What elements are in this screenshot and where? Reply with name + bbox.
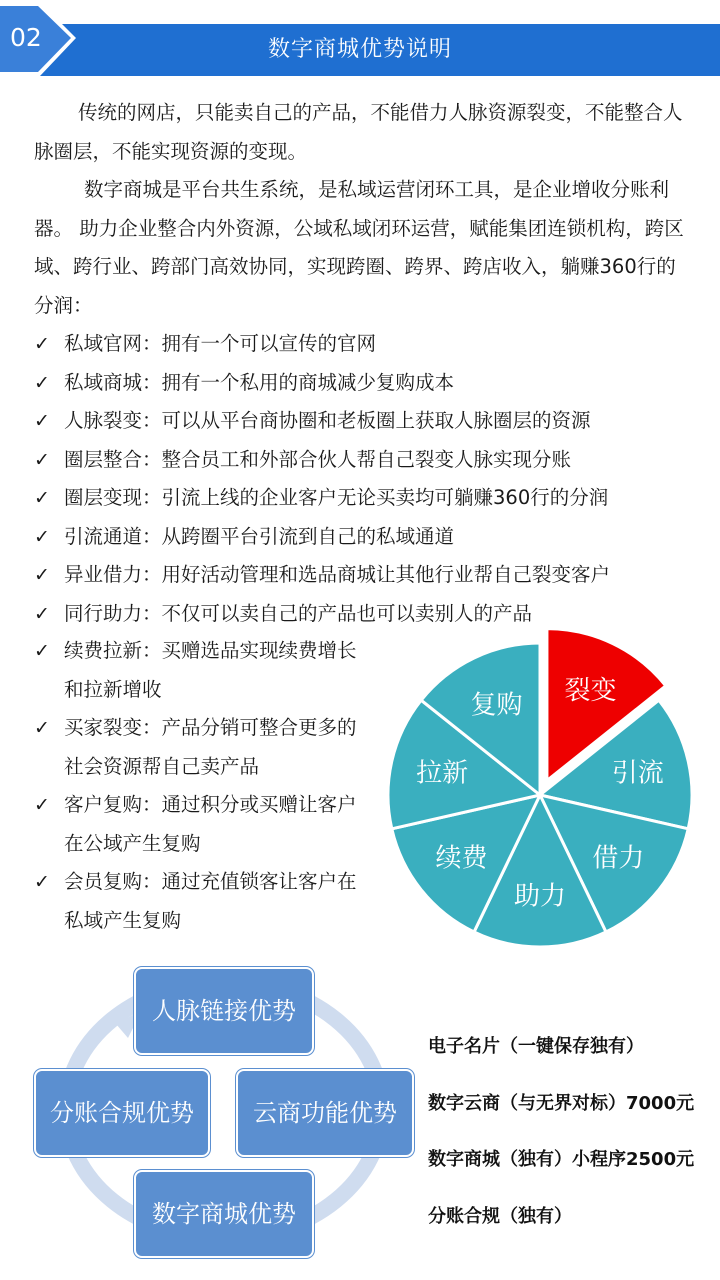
list-item [34, 863, 369, 940]
list-item-text: 私域商城：拥有一个私用的商城减少复购成本 [64, 370, 455, 394]
list-item [34, 632, 369, 709]
section-number: 02 [10, 23, 42, 52]
section-badge [0, 2, 78, 76]
list-item-text: 续费拉新：买赠选品实现续费增长和拉新增收 [64, 639, 357, 701]
check-icon: ✓ [34, 525, 50, 548]
list-item-text: 同行助力：不仅可以卖自己的产品也可以卖别人的产品 [64, 601, 533, 625]
list-item-text: 会员复购：通过充值锁客让客户在私域产生复购 [64, 870, 357, 932]
pie-slice-label: 拉新 [416, 758, 469, 789]
list-item [34, 325, 694, 364]
intro-paragraph-1: 传统的网店，只能卖自己的产品，不能借力人脉资源裂变，不能整合人脉圈层，不能实现资源的变现。 [34, 101, 683, 163]
page-title: 数字商城优势说明 [267, 37, 452, 62]
check-icon: ✓ [34, 717, 50, 739]
list-item [34, 364, 694, 403]
check-icon: ✓ [34, 794, 50, 816]
feature-note: 电子名片（一键保存独有） [428, 1036, 644, 1057]
pie-slice-label: 借力 [592, 843, 645, 874]
check-icon: ✓ [34, 371, 50, 394]
cycle-box-yunshang: 云商功能优势 [236, 1069, 414, 1157]
list-item-text: 人脉裂变：可以从平台商协圈和老板圈上获取人脉圈层的资源 [64, 409, 591, 432]
list-item [34, 786, 369, 863]
list-item-text: 圈层整合：整合员工和外部合伙人帮自己裂变人脉实现分账 [64, 447, 572, 471]
pie-slice-label: 助力 [513, 881, 567, 912]
advantage-checklist [34, 325, 694, 633]
feature-note: 数字商城（独有）小程序2500元 [428, 1149, 695, 1170]
cycle-box-renmai: 人脉链接优势 [134, 967, 314, 1055]
pie-slice-label: 引流 [611, 758, 664, 789]
list-item [34, 441, 694, 480]
check-icon: ✓ [34, 487, 50, 509]
check-icon: ✓ [34, 640, 50, 662]
pie-slice-label: 裂变 [564, 676, 617, 707]
check-icon: ✓ [34, 410, 50, 432]
list-item-text: 买家裂变：产品分销可整合更多的社会资源帮自己卖产品 [64, 716, 357, 778]
pie-chart [380, 620, 710, 965]
cycle-box-shuzi: 数字商城优势 [134, 1170, 314, 1258]
cycle-box-fenzhang: 分账合规优势 [34, 1069, 210, 1157]
check-icon: ✓ [34, 602, 50, 625]
list-item [34, 402, 694, 441]
list-item [34, 518, 694, 557]
check-icon: ✓ [34, 448, 50, 471]
list-item-text: 引流通道：从跨圈平台引流到自己的私域通道 [64, 524, 455, 548]
list-item-text: 私域官网：拥有一个可以宣传的官网 [64, 332, 377, 355]
check-icon: ✓ [34, 333, 50, 355]
check-icon: ✓ [34, 564, 50, 586]
pie-slice-label: 续费 [435, 843, 488, 874]
list-item-text: 异业借力：用好活动管理和选品商城让其他行业帮自己裂变客户 [64, 563, 611, 586]
list-item [34, 556, 694, 595]
check-icon: ✓ [34, 871, 50, 893]
list-item [34, 709, 369, 786]
advantage-checklist-continued [34, 632, 369, 940]
header-bar [0, 24, 720, 76]
list-item [34, 479, 694, 518]
list-item-text: 圈层变现：引流上线的企业客户无论买卖均可躺赚360行的分润 [64, 486, 609, 509]
pie-slice-label: 复购 [470, 690, 523, 721]
feature-note: 分账合规（独有） [428, 1206, 572, 1227]
feature-note: 数字云商（与无界对标）7000元 [428, 1093, 695, 1114]
list-item-text: 客户复购：通过积分或买赠让客户在公域产生复购 [64, 793, 357, 855]
intro-paragraph-2: 数字商城是平台共生系统，是私域运营闭环工具，是企业增收分账利器。 助力企业整合内外资源，公域私域闭环运营，赋能集团连锁机构，跨区域、跨行业、跨部门高效协同，实现跨圈、跨界、跨店收入，躺赚360行的分润： [34, 178, 684, 317]
